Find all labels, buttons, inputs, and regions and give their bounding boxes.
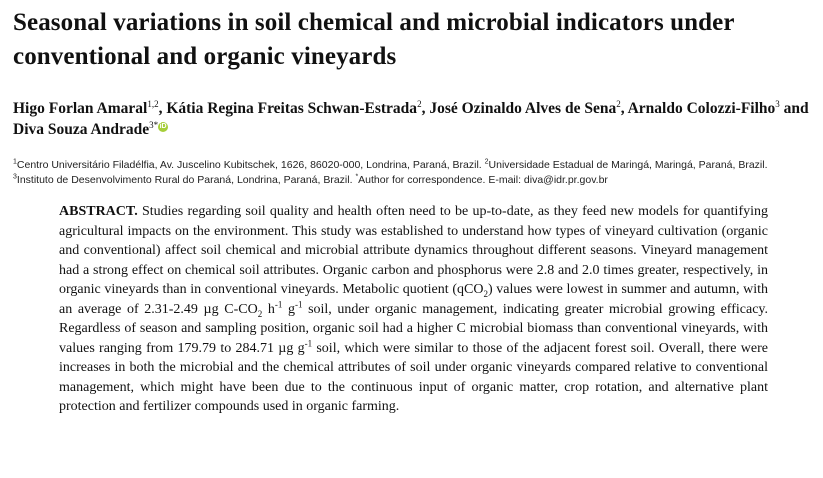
affiliation-mark: 2 (484, 158, 489, 166)
affiliations (13, 158, 810, 188)
author-affiliation-mark: 3* (149, 119, 159, 130)
author-list (13, 98, 810, 140)
abstract (59, 202, 768, 417)
author-separator: and (779, 100, 809, 117)
superscript: -1 (274, 298, 283, 309)
affiliation-mark: 1 (13, 158, 17, 166)
abstract-text: g (282, 301, 295, 317)
author-name: Higo Forlan Amaral (13, 100, 148, 117)
author-name: José Ozinaldo Alves de Sena (429, 100, 617, 117)
paper-title: Seasonal variations in soil chemical and microbial indicators under conventional and organic vineyards (13, 9, 735, 70)
author-affiliation-mark: 2 (616, 98, 621, 109)
author-separator: , (620, 100, 628, 117)
author-affiliation-mark: 1,2 (147, 98, 159, 109)
abstract-text: soil, under organic management, indicating greater microbial growing efficacy. Regardless of season and sampling position, organic soil had a higher C microbial biomass than conventional vineyards, with values ranging from 179.79 to 284.71 µg g (59, 301, 768, 356)
abstract-text: soil, which were similar to those of the adjacent forest soil. Overall, there were increases in both the microbial and the chemical attributes of soil under organic vineyards compared relative to conventional management, which might have been due to the continuous input of organic matter, crop rotation, and alternative plant protection and fertilizer compounds used in organic farming. (59, 340, 768, 414)
orcid-icon[interactable]: iD (159, 123, 167, 130)
author-name: Arnaldo Colozzi-Filho (627, 100, 776, 117)
abstract-text: h (262, 301, 275, 317)
subscript: 2 (257, 308, 263, 319)
affiliation-mark: 3 (13, 173, 17, 181)
author-name: Diva Souza Andrade (13, 121, 150, 138)
abstract-label: ABSTRACT. (59, 204, 138, 219)
affiliation-text: Instituto de Desenvolvimento Rural do Paraná, Londrina, Paraná, Brazil. (16, 174, 356, 186)
affiliation-text: Centro Universitário Filadélfia, Av. Juscelino Kubitschek, 1626, 86020-000, Londrina, Paraná, Brazil. (16, 159, 485, 171)
correspondence-text: Author for correspondence. E-mail: diva@idr.pr.gov.br (358, 174, 608, 186)
author-separator: , (421, 100, 430, 117)
author-affiliation-mark: 3 (775, 98, 780, 109)
subscript: 2 (483, 288, 488, 299)
author-affiliation-mark: 2 (417, 98, 422, 109)
abstract-text: ) values were lowest in summer and autumn, with an average of 2.31-2.49 µg C-CO (59, 282, 768, 317)
affiliation-text: Universidade Estadual de Maringá, Maringá, Paraná, Brazil. (488, 159, 768, 171)
affiliation-mark: * (355, 173, 359, 181)
author-separator: , (158, 100, 167, 117)
superscript: -1 (294, 298, 303, 309)
author-name: Kátia Regina Freitas Schwan-Estrada (166, 100, 418, 117)
superscript: -1 (304, 337, 313, 348)
abstract-text: Studies regarding soil quality and health often need to be up-to-date, as they feed new models for quantifying agricultural impacts on the environment. This study was established to understand how types of vineyard cultivation (organic and conventional) affect soil chemical and microbial attribute dynamics throughout different seasons. Vineyard management had a strong effect on chemical soil attributes. Organic carbon and phosphorus were 2.8 and 2.0 times greater, respectively, in organic vineyards than in conventional vineyards. Metabolic quotient (qCO (59, 204, 768, 297)
